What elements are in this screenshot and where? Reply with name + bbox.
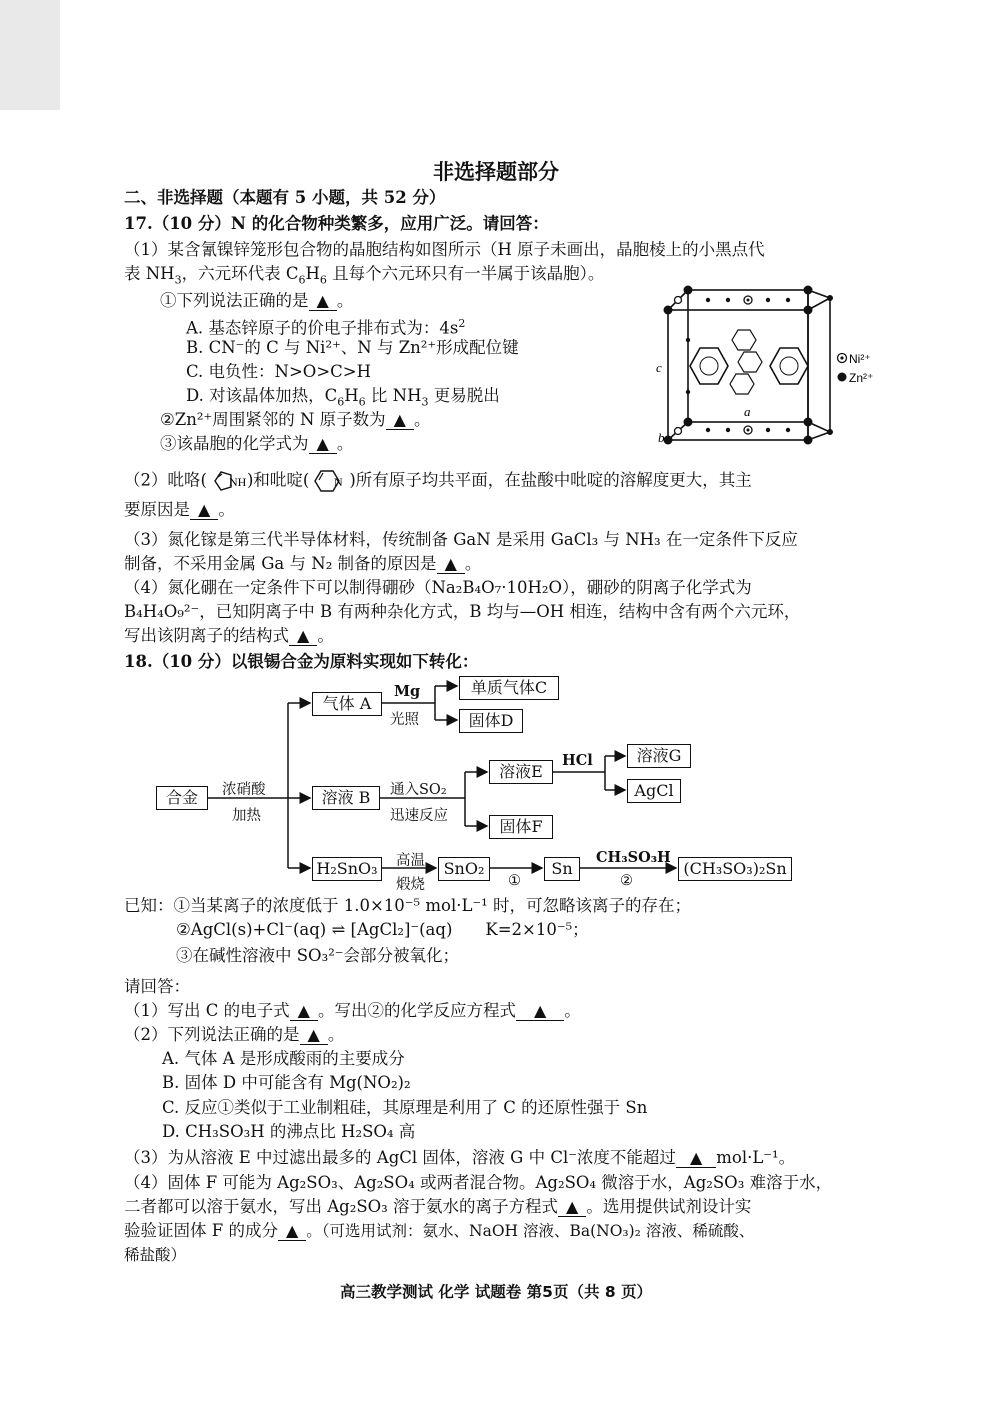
text-span: 制备，不采用金属 Ga 与 N₂ 制备的原因是 [124, 554, 437, 573]
blank-mark: ▲ [198, 500, 211, 519]
q18-known-2: ②AgCl(s)+Cl⁻(aq) ⇌ [AgCl₂]⁻(aq) K=2×10⁻⁵； [176, 920, 589, 939]
node-agcl: AgCl [627, 779, 681, 803]
text-span: （3）为从溶液 E 中过滤出最多的 AgCl 固体，溶液 G 中 Cl⁻浓度不能超过 [124, 1148, 676, 1167]
text-span: 。 [564, 1001, 581, 1020]
text-span: 二者都可以溶于氨水，写出 Ag₂SO₃ 溶于氨水的离子方程式 [124, 1197, 559, 1216]
q18-option-c: C. 反应①类似于工业制粗硅，其原理是利用了 C 的还原性强于 Sn [162, 1098, 648, 1117]
part-header: 二、非选择题（本题有 5 小题，共 52 分） [124, 188, 446, 207]
node-h2sno3: H₂SnO₃ [312, 857, 382, 881]
q18-sub4-line3 [124, 1219, 754, 1243]
blank-mark: ▲ [297, 1001, 310, 1020]
pyridine-structure-icon [309, 468, 349, 494]
q18-sub4-line4: 稀盐酸） [124, 1246, 187, 1264]
node-product: (CH₃SO₃)₂Sn [678, 857, 792, 881]
q18-please-answer: 请回答： [124, 977, 190, 996]
answer-blank[interactable] [290, 1002, 318, 1021]
q18-flow-diagram [150, 676, 800, 893]
text-span: 表 NH [124, 264, 175, 283]
q18-sub3 [124, 1146, 795, 1170]
text-span: H [344, 386, 359, 405]
node-sol-b: 溶液 B [312, 786, 380, 810]
q17-part4-line3 [124, 624, 334, 648]
text-span: 。选用提供试剂设计实 [586, 1197, 752, 1216]
q17-sub1 [160, 289, 353, 313]
text-span: 。 [336, 291, 354, 310]
legend-ni: Ni²⁺ [849, 352, 871, 366]
text-span: 。 [218, 500, 235, 519]
svg-text:NH: NH [228, 475, 247, 489]
text-span: H [305, 264, 320, 283]
answer-blank[interactable] [300, 1026, 328, 1045]
label-so2: 通入SO₂ [390, 782, 447, 798]
label-mg: Mg [394, 683, 421, 700]
text-span: D. 对该晶体加热，C [186, 386, 338, 405]
blank-mark: ▲ [444, 554, 457, 573]
crystal-cell-figure [630, 280, 880, 460]
page-footer: 高三教学测试 化学 试题卷 第5页（共 8 页） [339, 1283, 653, 1301]
answer-blank[interactable] [437, 555, 465, 574]
text-span: （2）下列说法正确的是 [124, 1025, 300, 1044]
blank-mark: ▲ [533, 1001, 547, 1020]
q17-sub3 [160, 432, 353, 456]
pyrrole-structure-icon [207, 469, 247, 493]
text-span: 更易脱出 [428, 386, 500, 405]
q17-part2-line1 [124, 468, 752, 494]
text-span: 要原因是 [124, 500, 190, 519]
text-span: 验验证固体 F 的成分 [124, 1221, 278, 1240]
text-span: 。（可选用试剂：氨水、NaOH 溶液、Ba(NO₃)₂ 溶液、稀硫酸、 [306, 1222, 755, 1240]
q17-part2-line2 [124, 498, 235, 522]
superscript: 2 [458, 317, 466, 330]
blank-mark: ▲ [393, 410, 406, 429]
q17-part3-line1: （3）氮化镓是第三代半导体材料，传统制备 GaN 是采用 GaCl₃ 与 NH₃ 在一定条件下反应 [124, 530, 798, 549]
blank-mark: ▲ [689, 1148, 703, 1167]
text-span: 。 [413, 410, 431, 429]
q18-sub4-line1: （4）固体 F 可能为 Ag₂SO₃、Ag₂SO₄ 或两者混合物。Ag₂SO₄ 微溶于水，Ag₂SO₃ 难溶于水， [124, 1173, 833, 1192]
text-span: （1）写出 C 的电子式 [124, 1001, 290, 1020]
text-span: 写出该阴离子的结构式 [124, 626, 289, 645]
blank-mark: ▲ [316, 291, 329, 310]
text-span: mol·L⁻¹。 [716, 1148, 796, 1167]
text-span: )所有原子均共平面，在盐酸中吡啶的溶解度更大，其主 [349, 470, 752, 490]
q17-part3-line2 [124, 552, 481, 576]
answer-blank[interactable] [289, 627, 317, 646]
section-title: 非选择题部分 [433, 160, 559, 184]
text-span: A. 基态锌原子的价电子排布式为：4s [186, 318, 459, 338]
label-light: 光照 [390, 712, 419, 728]
text-span: ①下列说法正确的是 [160, 291, 309, 310]
q18-known-3: ③在碱性溶液中 SO₃²⁻会部分被氧化； [176, 946, 460, 965]
q17-option-c: C. 电负性：N>O>C>H [186, 362, 371, 381]
node-gas-c: 单质气体C [459, 676, 559, 700]
blank-mark: ▲ [566, 1197, 579, 1216]
q17-option-d: D. 对该晶体加热，$C_6H_6$ 比 $NH_3$ 更易脱出 [186, 386, 500, 409]
label-ch3so3h: CH₃SO₃H [596, 849, 671, 866]
q17-part4-line1: （4）氮化硼在一定条件下可以制得硼砂（Na₂B₄O₇·10H₂O），硼砂的阴离子化学式为 [124, 578, 752, 597]
q18-sub1 [124, 999, 581, 1023]
answer-blank[interactable] [309, 435, 337, 454]
text-span: 。 [464, 554, 482, 573]
svg-text:N: N [334, 475, 343, 489]
q17-heading: 17.（10 分）N 的化合物种类繁多，应用广泛。请回答： [124, 214, 549, 233]
node-sn: Sn [544, 857, 580, 881]
node-solid-f: 固体F [489, 815, 553, 839]
label-hcl: HCl [562, 752, 593, 769]
node-gas-a: 气体 A [312, 692, 382, 716]
node-sol-g: 溶液G [627, 744, 691, 768]
text-span: 。 [327, 1025, 345, 1044]
label-calcine: 煅烧 [396, 877, 425, 893]
scan-shadow [0, 0, 60, 110]
text-span: 。 [317, 626, 334, 645]
label-step2: ② [620, 873, 633, 889]
node-alloy: 合金 [156, 786, 208, 810]
q18-option-b: B. 固体 D 中可能含有 Mg(NO₂)₂ [162, 1073, 411, 1092]
answer-blank[interactable] [386, 411, 414, 430]
axis-label-b: b [658, 430, 665, 445]
text-span: ③该晶胞的化学式为 [160, 434, 309, 453]
q17-sub2 [160, 408, 430, 432]
answer-blank[interactable] [309, 292, 337, 311]
text-span: 比 NH [365, 386, 422, 405]
text-span: )和吡啶( [246, 470, 310, 490]
q17-part4-line2: B₄H₄O₉²⁻，已知阴离子中 B 有两种杂化方式，B 均与—OH 相连，结构中含有两个六元环， [124, 602, 801, 621]
answer-blank[interactable] [190, 501, 218, 520]
text-span: ，六元环代表 C [181, 264, 299, 283]
answer-blank[interactable] [676, 1149, 716, 1168]
q18-sub4-line2 [124, 1195, 751, 1219]
blank-mark: ▲ [316, 434, 329, 453]
text-span: （2）吡咯( [124, 470, 207, 490]
node-solid-d: 固体D [459, 709, 523, 733]
blank-mark: ▲ [307, 1025, 320, 1044]
label-conc-nitric: 浓硝酸 [222, 782, 266, 798]
text-span: 。写出②的化学反应方程式 [317, 1001, 516, 1020]
q18-sub2 [124, 1023, 344, 1047]
blank-mark: ▲ [297, 626, 310, 645]
q18-option-d: D. CH₃SO₃H 的沸点比 H₂SO₄ 高 [162, 1122, 416, 1141]
axis-label-c: c [656, 360, 662, 375]
answer-blank[interactable] [278, 1222, 306, 1241]
text-span: 。 [336, 434, 354, 453]
label-fast: 迅速反应 [390, 808, 448, 824]
label-step1: ① [508, 873, 521, 889]
legend-zn: Zn²⁺ [849, 371, 874, 385]
text-span: ②Zn²⁺周围紧邻的 N 原子数为 [160, 410, 386, 429]
node-sol-e: 溶液E [489, 760, 553, 784]
text-span: 且每个六元环只有一半属于该晶胞）。 [326, 264, 605, 283]
node-sno2: SnO₂ [438, 857, 490, 881]
q18-option-a: A. 气体 A 是形成酸雨的主要成分 [162, 1049, 405, 1068]
answer-blank[interactable] [558, 1198, 586, 1217]
q17-option-b: B. CN⁻的 C 与 Ni²⁺、N 与 Zn²⁺形成配位键 [186, 338, 519, 357]
q17-part1-line1: （1）某含氰镍锌笼形包合物的晶胞结构如图所示（H 原子未画出，晶胞棱上的小黑点代 [124, 240, 765, 259]
q18-heading: 18.（10 分）以银锡合金为原料实现如下转化： [124, 652, 479, 671]
label-heat: 加热 [232, 808, 261, 824]
axis-label-a: a [744, 404, 751, 419]
label-high-temp: 高温 [396, 853, 425, 869]
answer-blank[interactable] [516, 1002, 564, 1021]
q17-part1-line2: 表 $NH_3$，六元环代表 $C_6H_6$ 且每个六元环只有一半属于该晶胞）。 [124, 264, 605, 287]
blank-mark: ▲ [285, 1221, 299, 1240]
q18-known-1: 已知：①当某离子的浓度低于 1.0×10⁻⁵ mol·L⁻¹ 时，可忽略该离子的存在； [124, 896, 692, 915]
